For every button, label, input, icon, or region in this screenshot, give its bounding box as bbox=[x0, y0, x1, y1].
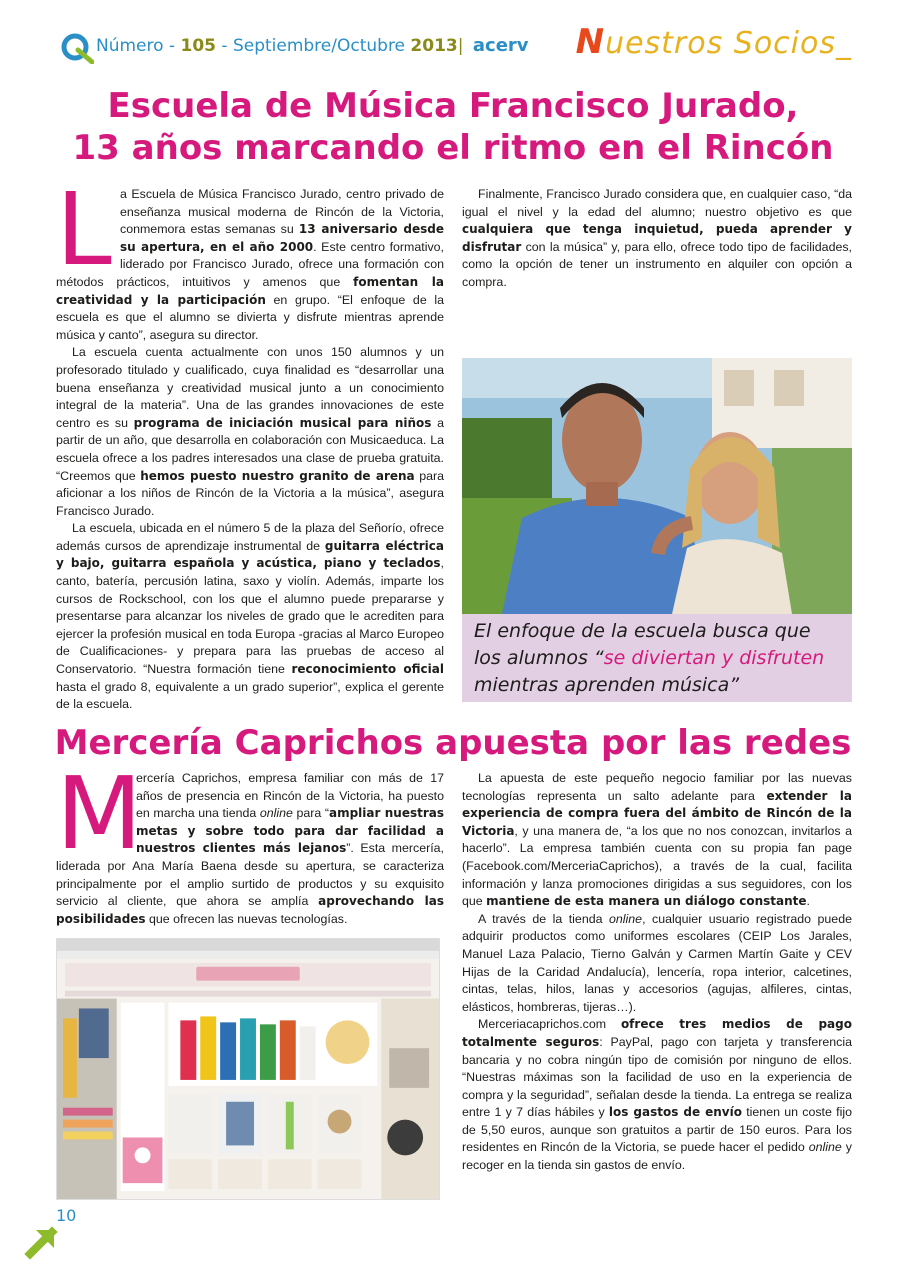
caption-highlight: se diviertan y disfruten bbox=[603, 647, 825, 669]
article-1-dropcap: L bbox=[56, 171, 112, 288]
article-1-headline bbox=[40, 85, 866, 169]
article-1-paragraph-4: Finalmente, Francisco Jurado considera que, en cualquier caso, “da igual el nivel y la edad del alumno; nuestro objetivo es que cualquiera que tenga inquietud, pueda aprender y disfrutar con la música” y, para ello, ofrece todo tipo de facilidades, como la opción de tener un instrumento en alquiler con opción a compra. bbox=[462, 187, 852, 289]
article-2-column-2 bbox=[462, 770, 852, 1175]
caption-part-1: El enfoque de la escuela busca que los alumnos “ bbox=[474, 620, 811, 669]
article-2-dropcap: M bbox=[56, 755, 143, 872]
article-1-column-2 bbox=[462, 186, 852, 292]
article-2-headline: Mercería Caprichos apuesta por las redes bbox=[54, 723, 852, 763]
article-1-headline-line-2: 13 años marcando el ritmo en el Rincón bbox=[72, 128, 834, 168]
acerv-logo-icon bbox=[60, 30, 94, 64]
article-2-paragraph-1: M ercería Caprichos, empresa familiar con más de 17 años de presencia en Rincón de la Victoria, ha puesto en marcha una tienda online para “ampliar nuestras metas y sobre todo para dar facilidad a nuestros clientes más lejanos”. Esta mercería, liderada por Ana María Baena desde su apertura, se caracteriza principalmente por el amplio surtido de productos y su exquisito servicio al cliente, que ahora se amplía aprovechando las posibilidades que ofrecen las nuevas tecnologías. bbox=[56, 755, 444, 926]
issue-year: 2013 bbox=[410, 36, 458, 56]
issue-number: 105 bbox=[180, 36, 216, 56]
section-title-initial: N bbox=[575, 22, 606, 62]
article-1-paragraph-2: La escuela cuenta actualmente con unos 150 alumnos y un profesorado titulado y cualificado, cuya finalidad es “desarrollar una buena enseñanza y creatividad musical junto a un conocimiento integral de la materia”. Una de las grandes innovaciones de este centro es su programa de iniciación musical para niños a partir de un año, que desarrolla en colaboración con Musicaeduca. La escuela ofrece a los padres interesados una clase de prueba gratuita. “Creemos que hemos puesto nuestro granito de arena para aficionar a los niños de Rincón de la Victoria a la música”, asegura Francisco Jurado. bbox=[56, 345, 444, 518]
article-1-paragraph-1: La Escuela de Música Francisco Jurado, centro privado de enseñanza musical moderna de Rincón de la Victoria, conmemora estas semanas su 13 aniversario desde su apertura, en el año 2000. Este centro formativo, liderado por Francisco Jurado, ofrece una formación con métodos prácticos, intuitivos y amenos que fomentan la creatividad y la participación en grupo. “El enfoque de la escuela es que el alumno se divierta y disfrute mientras aprende música y canto”, asegura su director. bbox=[56, 171, 445, 342]
issue-separator: | bbox=[457, 36, 464, 56]
issue-number-label: Número - bbox=[96, 36, 176, 56]
article-1-column-1 bbox=[56, 171, 445, 714]
arrow-icon bbox=[24, 1224, 60, 1260]
article-2-paragraph-4: Merceriacaprichos.com ofrece tres medios de pago totalmente seguros: PayPal, pago con tarjeta y transferencia bancaria y no cobra ningún tipo de comisión por ninguno de ellos. “Nuestras máximas son la facilidad de uso en la experiencia de compra y la seguridad”, señalan desde la tienda. La entrega se realiza entre 1 y 7 días hábiles y los gastos de envío tienen un coste fijo de 5,50 euros, aunque son gratuitos a partir de 150 euros. Para los residentes en Rincón de la Victoria, se puede hacer el pedido online y recoger en la tienda sin gastos de envío. bbox=[462, 1017, 852, 1173]
section-title-rest: uestros Socios_ bbox=[605, 26, 852, 61]
issue-info bbox=[96, 35, 529, 56]
portrait-photo bbox=[462, 358, 852, 614]
article-1-paragraph-3: La escuela, ubicada en el número 5 de la plaza del Señorío, ofrece además cursos de aprendizaje instrumental de guitarra eléctrica y bajo, guitarra española y acústica, piano y teclados, canto, batería, percusión latina, saxo y violín. Además, imparte los cursos de Rockschool, con los que el alumno puede prepararse y presentarse para alcanzar los niveles de grado que le acrediten para ejercer la profesión musical en toda Europa -gracias al Marco Europeo de Cualificaciones- y prepara para las pruebas de acceso al Conservatorio. “Nuestra formación tiene reconocimiento oficial hasta el grado 8, equivalente a un grado superior”, explica el gerente de la escuela. bbox=[56, 521, 444, 712]
caption-part-3: mientras aprenden música” bbox=[474, 674, 740, 696]
issue-date: Septiembre/Octubre bbox=[232, 36, 406, 56]
page-number: 10 bbox=[56, 1206, 77, 1225]
photo-caption bbox=[462, 614, 852, 702]
brand-name: acerv bbox=[472, 35, 529, 56]
website-screenshot bbox=[56, 938, 440, 1200]
article-1-headline-line-1: Escuela de Música Francisco Jurado, bbox=[107, 86, 799, 126]
issue-dash: - bbox=[221, 36, 228, 56]
article-2-paragraph-3: A través de la tienda online, cualquier usuario registrado puede adquirir productos como uniformes escolares (CEIP Los Jarales, Manuel Laza Palacio, Tierno Galván y Carmen Martín Gaite y CEV Hijas de la Caridad Andalucía), lencería, ropa interior, calcetines, cintas, telas, hilos, lanas y accesorios (agujas, alfileres, cintas, elásticos, hombreras, tijeras…). bbox=[462, 911, 852, 1014]
section-title bbox=[576, 22, 852, 62]
article-2-column-1 bbox=[56, 755, 444, 928]
article-2-paragraph-2: La apuesta de este pequeño negocio familiar por las nuevas tecnologías representa un salto adelante para extender la experiencia de compra fuera del ámbito de Rincón de la Victoria, y una manera de, “a los que no nos conozcan, invitarlos a hacerlo”. La empresa también cuenta con su propia fan page (Facebook.com/MerceriaCaprichos), a través de la cual, facilita información y lanza promociones dirigidas a sus seguidores, con los que mantiene de esta manera un diálogo constante. bbox=[462, 771, 852, 909]
